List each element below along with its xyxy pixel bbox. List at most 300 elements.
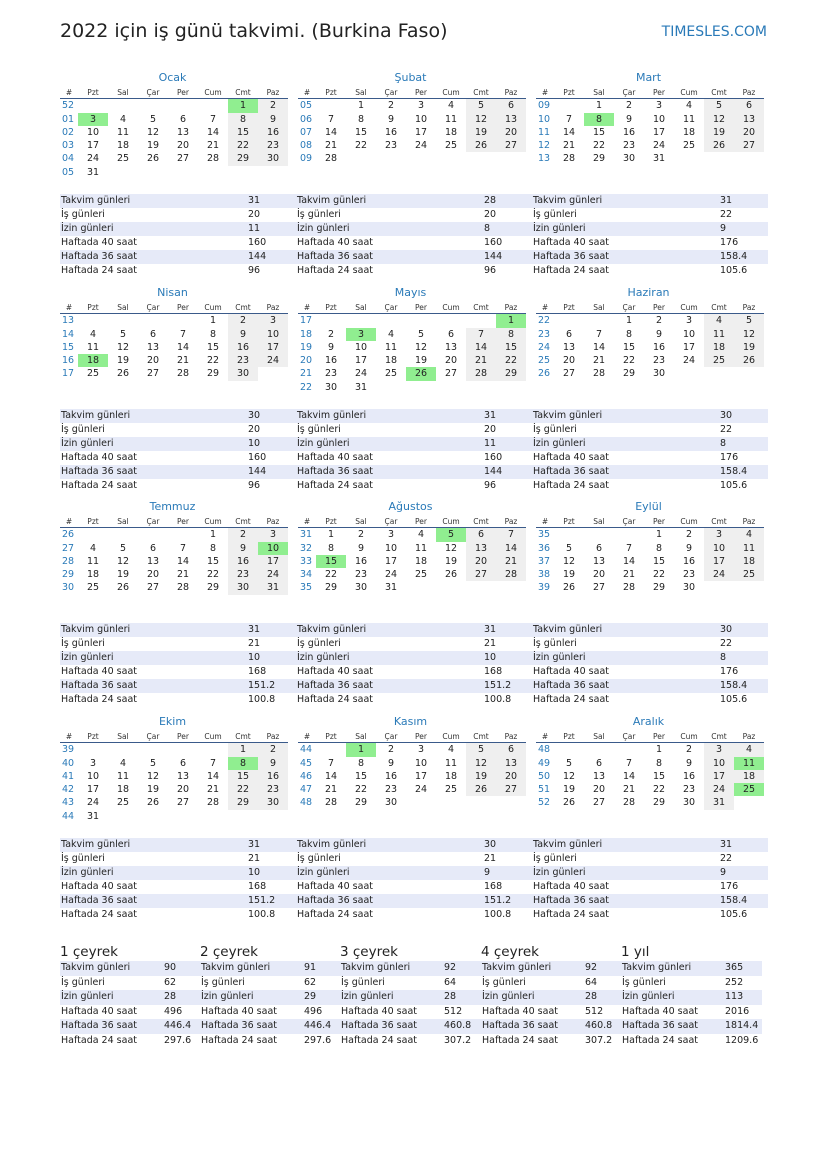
day-cell: 1 xyxy=(625,315,633,327)
day-cell: 2 xyxy=(357,529,365,541)
day-cell: 24 xyxy=(652,140,666,152)
day-cell: 24 xyxy=(384,569,398,581)
month-grid xyxy=(298,86,523,166)
day-cell: 23 xyxy=(682,569,696,581)
day-cell: 30 xyxy=(682,582,696,594)
stats-value: 168 xyxy=(248,666,267,677)
day-cell: 16 xyxy=(324,355,338,367)
day-cell: 2 xyxy=(327,328,335,340)
month-calendar xyxy=(298,499,523,595)
day-cell: 2 xyxy=(258,99,288,112)
empty-day-cell xyxy=(734,367,764,380)
empty-day-cell xyxy=(496,796,526,809)
day-cell: 22 xyxy=(652,784,666,796)
summary-value: 460.8 xyxy=(585,1020,613,1031)
day-cell: 3 xyxy=(387,529,395,541)
stats-row xyxy=(296,693,532,707)
weekday-header: Cum xyxy=(674,730,704,743)
summary-rows xyxy=(621,961,762,1048)
empty-day-cell xyxy=(168,166,198,179)
day-cell: 14 xyxy=(206,770,220,782)
week-number: 47 xyxy=(300,784,313,796)
week-number: 05 xyxy=(62,166,75,178)
day-cell: 6 xyxy=(466,528,496,541)
weekday-header: Sal xyxy=(584,730,614,743)
week-number: 44 xyxy=(62,810,75,822)
week-number: 48 xyxy=(538,744,551,756)
day-cell: 14 xyxy=(592,341,606,353)
empty-day-cell xyxy=(138,528,168,541)
summary-label: Haftada 36 saat xyxy=(201,1020,277,1031)
stats-label: Takvim günleri xyxy=(61,839,131,850)
day-cell: 6 xyxy=(565,328,573,340)
day-cell: 17 xyxy=(86,784,100,796)
month-name: Mart xyxy=(635,71,662,84)
stats-value: 151.2 xyxy=(484,680,512,691)
stats-label: Haftada 40 saat xyxy=(61,666,137,677)
empty-day-cell xyxy=(614,743,644,756)
summary-title: 4 çeyrek xyxy=(481,944,539,960)
empty-day-cell xyxy=(78,528,108,541)
week-number: 32 xyxy=(300,542,313,554)
summary-value: 113 xyxy=(725,991,744,1002)
day-cell: 4 xyxy=(387,328,395,340)
day-cell: 2 xyxy=(387,100,395,112)
day-cell: 16 xyxy=(258,770,288,783)
empty-day-cell xyxy=(78,743,108,756)
day-cell: 27 xyxy=(592,582,606,594)
weekday-header: Per xyxy=(406,301,436,314)
stats-label: Haftada 36 saat xyxy=(533,680,609,691)
weekday-header: Çar xyxy=(376,515,406,528)
summary-label: Haftada 36 saat xyxy=(622,1020,698,1031)
stats-value: 158.4 xyxy=(720,895,748,906)
day-cell: 4 xyxy=(417,529,425,541)
weekday-header: Sal xyxy=(108,730,138,743)
stats-label: İzin günleri xyxy=(533,438,586,449)
day-cell: 2 xyxy=(685,744,693,756)
holiday-day-cell: 18 xyxy=(78,354,108,367)
summary-label: İzin günleri xyxy=(341,991,394,1002)
day-cell: 15 xyxy=(592,126,606,138)
week-number: 15 xyxy=(62,341,75,353)
weekday-header: Cum xyxy=(436,301,466,314)
stats-value: 9 xyxy=(720,223,727,234)
stats-label: İzin günleri xyxy=(297,867,350,878)
empty-day-cell xyxy=(554,314,584,327)
summary-row xyxy=(60,961,201,976)
stats-row xyxy=(532,194,768,208)
stats-label: Haftada 24 saat xyxy=(533,265,609,276)
day-cell: 9 xyxy=(228,542,258,555)
day-cell: 2 xyxy=(685,529,693,541)
stats-label: Takvim günleri xyxy=(297,624,367,635)
weekday-header: Pzt xyxy=(554,515,584,528)
stats-row xyxy=(60,236,296,250)
day-cell: 13 xyxy=(176,770,190,782)
stats-label: İş günleri xyxy=(533,853,577,864)
summary-row xyxy=(621,976,762,991)
day-cell: 21 xyxy=(562,140,576,152)
stats-row xyxy=(532,479,768,493)
month-grid xyxy=(536,86,761,166)
empty-day-cell xyxy=(78,99,108,112)
empty-day-cell xyxy=(108,528,138,541)
summary-row xyxy=(621,1005,762,1020)
day-cell: 12 xyxy=(466,757,496,770)
weekday-header: Cum xyxy=(198,730,228,743)
stats-row xyxy=(532,208,768,222)
day-cell: 21 xyxy=(592,355,606,367)
stats-label: Haftada 40 saat xyxy=(297,237,373,248)
stats-row xyxy=(60,894,296,908)
weekday-header: Sal xyxy=(346,515,376,528)
week-number: 10 xyxy=(538,113,551,125)
empty-day-cell xyxy=(346,314,376,327)
summary-rows xyxy=(60,961,201,1048)
week-number: 26 xyxy=(538,368,551,380)
day-cell: 21 xyxy=(466,354,496,367)
weekday-header: Paz xyxy=(496,730,526,743)
summary-label: Haftada 24 saat xyxy=(482,1034,558,1046)
stats-row xyxy=(296,222,532,236)
day-cell: 4 xyxy=(734,528,764,541)
summary-row xyxy=(340,1005,481,1020)
day-cell: 22 xyxy=(206,569,220,581)
empty-day-cell xyxy=(704,367,734,380)
stats-label: Takvim günleri xyxy=(61,195,131,206)
day-cell: 15 xyxy=(652,770,666,782)
day-cell: 4 xyxy=(447,744,455,756)
stats-row xyxy=(60,451,296,465)
empty-day-cell xyxy=(316,743,346,756)
week-number-header: # xyxy=(60,515,78,528)
day-cell: 21 xyxy=(622,569,636,581)
week-number: 28 xyxy=(62,555,75,567)
stats-row xyxy=(296,665,532,679)
day-cell: 19 xyxy=(116,355,130,367)
month-grid xyxy=(536,730,761,810)
stats-value: 10 xyxy=(484,652,497,663)
day-cell: 8 xyxy=(496,328,526,341)
month-calendar xyxy=(536,285,761,381)
summary-table xyxy=(621,943,762,1048)
day-cell: 1 xyxy=(209,529,217,541)
stats-label: İzin günleri xyxy=(297,652,350,663)
stats-row xyxy=(60,194,296,208)
weekday-header: Paz xyxy=(734,301,764,314)
stats-label: Haftada 36 saat xyxy=(61,680,137,691)
stats-row xyxy=(296,194,532,208)
day-cell: 7 xyxy=(179,328,187,340)
stats-label: Haftada 36 saat xyxy=(297,466,373,477)
summary-row xyxy=(621,1034,762,1049)
month-grid xyxy=(298,730,523,810)
weekday-header: Sal xyxy=(108,86,138,99)
weekday-header: Paz xyxy=(734,730,764,743)
day-cell: 1 xyxy=(655,529,663,541)
stats-label: Haftada 24 saat xyxy=(297,265,373,276)
day-cell: 14 xyxy=(496,542,526,555)
summary-row xyxy=(60,1034,201,1049)
summary-label: İş günleri xyxy=(341,976,385,988)
stats-row xyxy=(296,637,532,651)
day-cell: 8 xyxy=(655,542,663,554)
day-cell: 6 xyxy=(595,542,603,554)
weekday-header: Per xyxy=(406,515,436,528)
stats-row xyxy=(532,437,768,451)
day-cell: 22 xyxy=(592,140,606,152)
holiday-day-cell: 1 xyxy=(228,99,258,112)
week-number: 38 xyxy=(538,569,551,581)
day-cell: 5 xyxy=(149,757,157,769)
day-cell: 7 xyxy=(466,328,496,341)
day-cell: 15 xyxy=(228,126,258,139)
day-cell: 22 xyxy=(652,569,666,581)
day-cell: 7 xyxy=(327,113,335,125)
month-grid xyxy=(536,301,761,381)
day-cell: 2 xyxy=(228,314,258,327)
week-number-header: # xyxy=(536,301,554,314)
day-cell: 27 xyxy=(176,797,190,809)
month-calendar xyxy=(60,285,285,381)
month-grid xyxy=(298,515,523,595)
holiday-day-cell: 8 xyxy=(228,757,258,770)
day-cell: 30 xyxy=(228,367,258,380)
summary-label: İzin günleri xyxy=(201,991,254,1002)
stats-row xyxy=(60,479,296,493)
stats-value: 21 xyxy=(248,853,261,864)
weekday-header: Paz xyxy=(496,301,526,314)
stats-row xyxy=(532,465,768,479)
summary-row xyxy=(481,1034,622,1049)
stats-row xyxy=(296,264,532,278)
stats-value: 100.8 xyxy=(248,909,276,920)
stats-row xyxy=(60,465,296,479)
day-cell: 31 xyxy=(384,582,398,594)
month-stats-table xyxy=(60,623,296,707)
stats-label: İş günleri xyxy=(297,853,341,864)
stats-value: 28 xyxy=(484,195,497,206)
stats-row xyxy=(532,665,768,679)
day-cell: 17 xyxy=(704,770,734,783)
stats-row xyxy=(60,693,296,707)
empty-day-cell xyxy=(138,166,168,179)
weekday-header: Cmt xyxy=(704,730,734,743)
week-number: 52 xyxy=(62,100,75,112)
week-number: 51 xyxy=(538,784,551,796)
summary-rows xyxy=(481,961,622,1048)
week-number: 35 xyxy=(538,529,551,541)
week-number-header: # xyxy=(298,515,316,528)
stats-label: Haftada 40 saat xyxy=(61,237,137,248)
week-number: 39 xyxy=(538,582,551,594)
empty-day-cell xyxy=(496,381,526,394)
day-cell: 11 xyxy=(86,555,100,567)
empty-day-cell xyxy=(108,166,138,179)
stats-value: 22 xyxy=(720,209,733,220)
day-cell: 13 xyxy=(562,341,576,353)
stats-row xyxy=(60,866,296,880)
summary-label: İzin günleri xyxy=(482,991,535,1002)
day-cell: 26 xyxy=(116,582,130,594)
empty-day-cell xyxy=(406,381,436,394)
stats-value: 105.6 xyxy=(720,694,748,705)
stats-label: Haftada 24 saat xyxy=(61,265,137,276)
day-cell: 20 xyxy=(444,355,458,367)
summary-label: Haftada 40 saat xyxy=(482,1005,558,1017)
day-cell: 16 xyxy=(258,126,288,139)
empty-day-cell xyxy=(108,810,138,823)
day-cell: 7 xyxy=(565,113,573,125)
stats-value: 100.8 xyxy=(484,909,512,920)
stats-label: İş günleri xyxy=(533,209,577,220)
month-name: Nisan xyxy=(157,286,188,299)
empty-day-cell xyxy=(168,99,198,112)
day-cell: 26 xyxy=(562,582,576,594)
day-cell: 13 xyxy=(466,542,496,555)
weekday-header: Per xyxy=(406,730,436,743)
day-cell: 9 xyxy=(685,542,693,554)
empty-day-cell xyxy=(108,743,138,756)
week-number: 07 xyxy=(300,126,313,138)
weekday-header: Paz xyxy=(258,301,288,314)
stats-row xyxy=(60,908,296,922)
weekday-header: Per xyxy=(644,515,674,528)
empty-day-cell xyxy=(466,796,496,809)
day-cell: 26 xyxy=(444,569,458,581)
day-cell: 13 xyxy=(734,113,764,126)
day-cell: 16 xyxy=(228,341,258,354)
month-calendar xyxy=(60,70,285,179)
day-cell: 13 xyxy=(444,341,458,353)
month-stats-table xyxy=(532,838,768,922)
day-cell: 28 xyxy=(324,153,338,165)
day-cell: 18 xyxy=(704,341,734,354)
day-cell: 9 xyxy=(327,341,335,353)
stats-label: Haftada 40 saat xyxy=(61,452,137,463)
holiday-day-cell: 5 xyxy=(436,528,466,541)
day-cell: 10 xyxy=(704,757,734,770)
day-cell: 30 xyxy=(622,153,636,165)
empty-day-cell xyxy=(496,152,526,165)
weekday-header: Paz xyxy=(496,515,526,528)
stats-value: 105.6 xyxy=(720,265,748,276)
stats-row xyxy=(532,222,768,236)
empty-day-cell xyxy=(436,152,466,165)
week-number: 36 xyxy=(538,542,551,554)
day-cell: 30 xyxy=(354,582,368,594)
week-number: 09 xyxy=(538,100,551,112)
month-stats-table xyxy=(532,623,768,707)
month-grid xyxy=(60,515,285,595)
stats-label: Haftada 24 saat xyxy=(533,909,609,920)
stats-label: İş günleri xyxy=(297,424,341,435)
stats-row xyxy=(532,236,768,250)
day-cell: 26 xyxy=(146,153,160,165)
stats-value: 176 xyxy=(720,452,739,463)
month-calendar xyxy=(536,499,761,595)
stats-label: Haftada 40 saat xyxy=(61,881,137,892)
weekday-header: Çar xyxy=(138,301,168,314)
week-number: 33 xyxy=(300,555,313,567)
stats-value: 10 xyxy=(248,867,261,878)
stats-value: 31 xyxy=(720,839,733,850)
day-cell: 11 xyxy=(444,757,458,769)
weekday-header: Çar xyxy=(138,730,168,743)
week-number: 40 xyxy=(62,757,75,769)
summary-row xyxy=(200,961,341,976)
day-cell: 7 xyxy=(327,757,335,769)
day-cell: 4 xyxy=(119,113,127,125)
week-number: 46 xyxy=(300,770,313,782)
empty-day-cell xyxy=(168,314,198,327)
summary-row xyxy=(481,976,622,991)
holiday-day-cell: 3 xyxy=(346,328,376,341)
empty-day-cell xyxy=(436,581,466,594)
day-cell: 18 xyxy=(444,770,458,782)
week-number-header: # xyxy=(536,730,554,743)
day-cell: 27 xyxy=(444,368,458,380)
day-cell: 24 xyxy=(354,368,368,380)
summary-title: 2 çeyrek xyxy=(200,944,258,960)
week-number: 26 xyxy=(62,529,75,541)
summary-value: 496 xyxy=(164,1005,183,1017)
day-cell: 28 xyxy=(622,582,636,594)
summary-label: Haftada 36 saat xyxy=(341,1020,417,1031)
stats-value: 22 xyxy=(720,853,733,864)
day-cell: 12 xyxy=(734,328,764,341)
day-cell: 27 xyxy=(562,368,576,380)
month-stats-table xyxy=(60,409,296,493)
stats-label: Haftada 36 saat xyxy=(61,895,137,906)
stats-row xyxy=(532,838,768,852)
day-cell: 15 xyxy=(206,555,220,567)
stats-value: 144 xyxy=(484,251,503,262)
empty-day-cell xyxy=(406,581,436,594)
week-number: 50 xyxy=(538,770,551,782)
day-cell: 9 xyxy=(625,113,633,125)
day-cell: 9 xyxy=(258,113,288,126)
day-cell: 1 xyxy=(327,529,335,541)
day-cell: 29 xyxy=(652,582,666,594)
stats-label: Haftada 40 saat xyxy=(533,452,609,463)
day-cell: 2 xyxy=(258,743,288,756)
day-cell: 22 xyxy=(622,355,636,367)
summary-row xyxy=(481,961,622,976)
weekday-header: Sal xyxy=(346,301,376,314)
weekday-header: Per xyxy=(168,730,198,743)
stats-row xyxy=(60,852,296,866)
day-cell: 27 xyxy=(496,139,526,152)
week-number: 04 xyxy=(62,153,75,165)
stats-value: 160 xyxy=(248,452,267,463)
day-cell: 11 xyxy=(414,542,428,554)
day-cell: 14 xyxy=(176,341,190,353)
day-cell: 6 xyxy=(447,328,455,340)
stats-value: 20 xyxy=(484,209,497,220)
summary-row xyxy=(481,1019,622,1034)
empty-day-cell xyxy=(376,381,406,394)
week-number: 17 xyxy=(300,315,313,327)
summary-label: İzin günleri xyxy=(61,991,114,1002)
stats-row xyxy=(532,409,768,423)
weekday-header: Paz xyxy=(258,730,288,743)
stats-label: Haftada 24 saat xyxy=(297,909,373,920)
day-cell: 6 xyxy=(149,328,157,340)
brand-link[interactable]: TIMESLES.COM xyxy=(661,24,767,40)
weekday-header: Cum xyxy=(436,515,466,528)
